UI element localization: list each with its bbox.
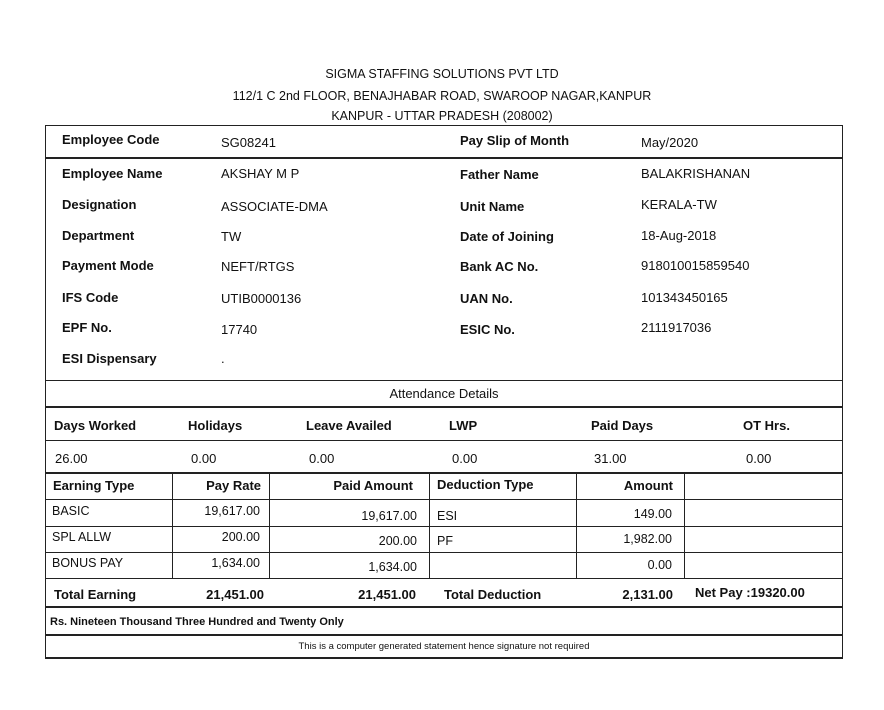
attendance-days-worked: 26.00: [55, 451, 88, 466]
esic-label: ESIC No.: [460, 322, 515, 337]
salary-col-sep-5: [684, 472, 685, 578]
divider-attendance-header: [45, 406, 843, 408]
epf-label: EPF No.: [62, 320, 112, 335]
header-pay-rate: Pay Rate: [206, 478, 261, 493]
bank-ac-value: 918010015859540: [641, 258, 750, 273]
unit-name-value: KERALA-TW: [641, 197, 717, 212]
divider-attendance-values: [45, 440, 843, 441]
attendance-ot-hrs: 0.00: [746, 451, 772, 466]
row2-amount: 1,982.00: [623, 532, 672, 546]
esic-value: 2111917036: [641, 320, 712, 335]
attendance-header-days-worked: Days Worked: [54, 418, 137, 433]
attendance-title: Attendance Details: [389, 386, 499, 401]
header-paid-amount: Paid Amount: [333, 478, 413, 493]
employee-name-label: Employee Name: [62, 166, 163, 181]
unit-name-label: Unit Name: [460, 199, 525, 214]
ifs-code-label: IFS Code: [62, 290, 119, 305]
payment-mode-label: Payment Mode: [62, 258, 154, 273]
date-of-joining-label: Date of Joining: [460, 229, 554, 244]
net-pay: Net Pay :19320.00: [695, 585, 805, 600]
designation-value: ASSOCIATE-DMA: [221, 199, 328, 214]
divider-salary-header-top: [45, 472, 843, 474]
divider-row-2: [45, 552, 843, 553]
divider-row-1: [45, 526, 843, 527]
row1-paid-amount: 19,617.00: [361, 509, 417, 523]
row1-amount: 149.00: [633, 507, 672, 521]
uan-label: UAN No.: [460, 291, 513, 306]
company-address-line2: KANPUR - UTTAR PRADESH (208002): [331, 109, 553, 123]
employee-code-value: SG08241: [221, 135, 276, 150]
attendance-lwp: 0.00: [452, 451, 478, 466]
attendance-header-holidays: Holidays: [188, 418, 243, 433]
divider-employee-code: [45, 157, 843, 159]
date-of-joining-value: 18-Aug-2018: [641, 228, 717, 243]
divider-words: [45, 634, 843, 636]
esi-dispensary-value: .: [221, 351, 225, 366]
attendance-header-paid-days: Paid Days: [591, 418, 654, 433]
pay-month-value: May/2020: [641, 135, 699, 150]
esi-dispensary-label: ESI Dispensary: [62, 351, 157, 366]
row1-pay-rate: 19,617.00: [204, 504, 260, 518]
total-paid-amount: 21,451.00: [358, 587, 416, 602]
attendance-header-lwp: LWP: [449, 418, 478, 433]
divider-totals: [45, 606, 843, 608]
divider-salary-header-bottom: [45, 499, 843, 500]
frame-bottom-border: [45, 657, 843, 659]
row1-earning-type: BASIC: [52, 504, 90, 518]
father-name-value: BALAKRISHANAN: [641, 166, 751, 181]
frame-top-border: [45, 125, 843, 126]
row3-paid-amount: 1,634.00: [368, 560, 417, 574]
father-name-label: Father Name: [460, 167, 539, 182]
epf-value: 17740: [221, 322, 258, 337]
amount-in-words: Rs. Nineteen Thousand Three Hundred and Twenty Only: [50, 616, 344, 628]
company-address-line1: 112/1 C 2nd FLOOR, BENAJHABAR ROAD, SWAROOP NAGAR,KANPUR: [232, 89, 652, 103]
total-pay-rate: 21,451.00: [206, 587, 264, 602]
uan-value: 101343450165: [641, 290, 728, 305]
attendance-header-ot-hrs: OT Hrs.: [743, 418, 790, 433]
attendance-holidays: 0.00: [191, 451, 217, 466]
attendance-paid-days: 31.00: [594, 451, 627, 466]
department-label: Department: [62, 228, 135, 243]
total-deduction-label: Total Deduction: [444, 587, 542, 602]
footer-note: This is a computer generated statement hence signature not required: [298, 641, 590, 652]
company-name: SIGMA STAFFING SOLUTIONS PVT LTD: [325, 67, 559, 81]
row1-deduction-type: ESI: [437, 509, 458, 523]
total-earning-label: Total Earning: [54, 587, 137, 602]
row2-deduction-type: PF: [437, 534, 453, 548]
divider-row-3: [45, 578, 843, 579]
payment-mode-value: NEFT/RTGS: [221, 259, 295, 274]
designation-label: Designation: [62, 197, 137, 212]
attendance-header-leave-availed: Leave Availed: [306, 418, 392, 433]
bank-ac-label: Bank AC No.: [460, 259, 539, 274]
department-value: TW: [221, 229, 242, 244]
row3-pay-rate: 1,634.00: [211, 556, 260, 570]
total-deduction-value: 2,131.00: [622, 587, 673, 602]
row3-earning-type: BONUS PAY: [52, 556, 124, 570]
row2-paid-amount: 200.00: [378, 534, 417, 548]
salary-col-sep-3: [429, 472, 430, 578]
employee-name-value: AKSHAY M P: [221, 166, 300, 181]
header-deduction-type: Deduction Type: [437, 477, 534, 492]
row2-earning-type: SPL ALLW: [52, 530, 112, 544]
header-earning-type: Earning Type: [53, 478, 135, 493]
ifs-code-value: UTIB0000136: [221, 291, 302, 306]
divider-attendance-title: [45, 380, 843, 381]
pay-month-label: Pay Slip of Month: [460, 133, 570, 148]
row3-amount: 0.00: [647, 558, 672, 572]
attendance-leave-availed: 0.00: [309, 451, 335, 466]
header-amount: Amount: [623, 478, 673, 493]
employee-code-label: Employee Code: [62, 132, 160, 147]
row2-pay-rate: 200.00: [221, 530, 260, 544]
